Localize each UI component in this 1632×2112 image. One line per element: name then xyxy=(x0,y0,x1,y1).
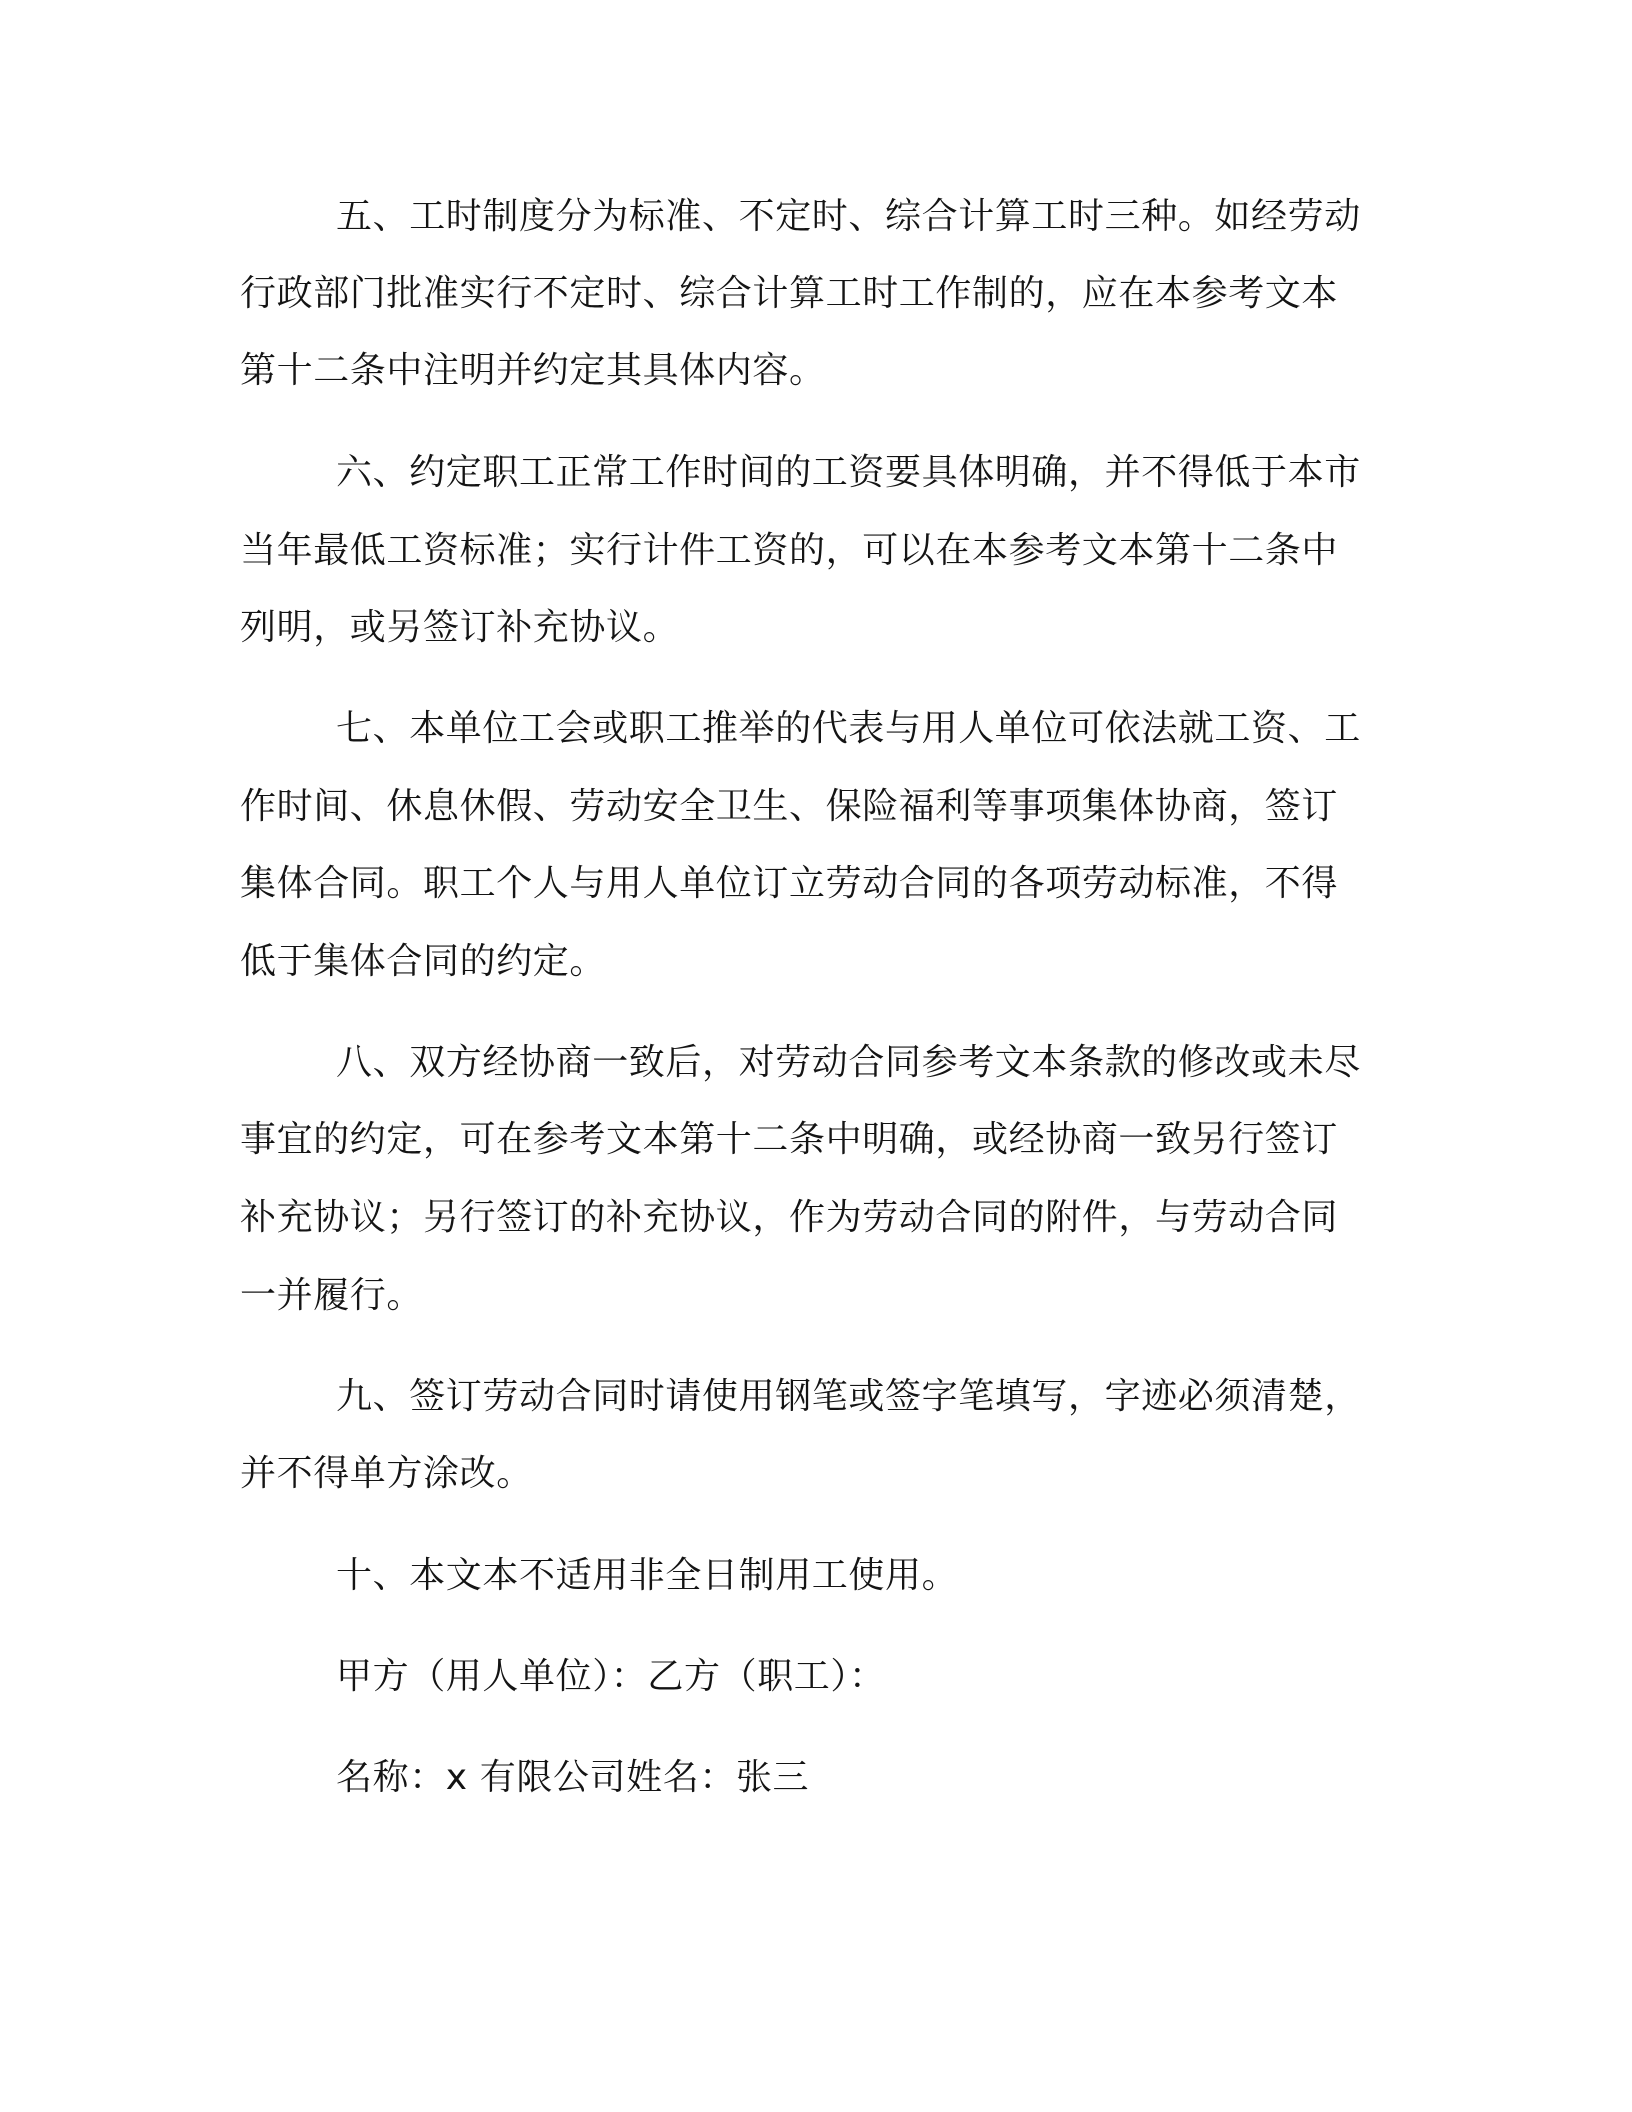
paragraph-5-line-1: 五、工时制度分为标准、不定时、综合计算工时三种。如经劳动 xyxy=(336,196,1361,237)
paragraph-8-line-1: 八、双方经协商一致后，对劳动合同参考文本条款的修改或未尽 xyxy=(336,1042,1361,1083)
paragraph-8-line-3: 补充协议；另行签订的补充协议，作为劳动合同的附件，与劳动合同 xyxy=(240,1197,1339,1238)
paragraph-6-line-1: 六、约定职工正常工作时间的工资要具体明确，并不得低于本市 xyxy=(336,452,1361,493)
paragraph-6-line-2: 当年最低工资标准；实行计件工资的，可以在本参考文本第十二条中 xyxy=(240,530,1339,571)
paragraph-9-line-2: 并不得单方涂改。 xyxy=(240,1453,533,1494)
paragraph-8-line-2: 事宜的约定，可在参考文本第十二条中明确，或经协商一致另行签订 xyxy=(240,1119,1339,1160)
paragraph-7-line-3: 集体合同。职工个人与用人单位订立劳动合同的各项劳动标准，不得 xyxy=(240,863,1339,904)
paragraph-8-line-4: 一并履行。 xyxy=(240,1275,424,1316)
paragraph-10-line-1: 十、本文本不适用非全日制用工使用。 xyxy=(336,1555,959,1596)
paragraph-7-line-2: 作时间、休息休假、劳动安全卫生、保险福利等事项集体协商，签订 xyxy=(240,786,1339,827)
paragraph-7-line-1: 七、本单位工会或职工推举的代表与用人单位可依法就工资、工 xyxy=(336,708,1361,749)
paragraph-5-line-2: 行政部门批准实行不定时、综合计算工时工作制的，应在本参考文本 xyxy=(240,273,1339,314)
paragraph-7-line-4: 低于集体合同的约定。 xyxy=(240,941,607,982)
paragraph-9-line-1: 九、签订劳动合同时请使用钢笔或签字笔填写，字迹必须清楚， xyxy=(336,1376,1361,1417)
signature-parties: 甲方（用人单位）：乙方（职工）： xyxy=(336,1656,886,1697)
signature-names: 名称：x 有限公司姓名：张三 xyxy=(336,1757,810,1798)
paragraph-5-line-3: 第十二条中注明并约定其具体内容。 xyxy=(240,350,826,391)
paragraph-6-line-3: 列明，或另签订补充协议。 xyxy=(240,607,680,648)
